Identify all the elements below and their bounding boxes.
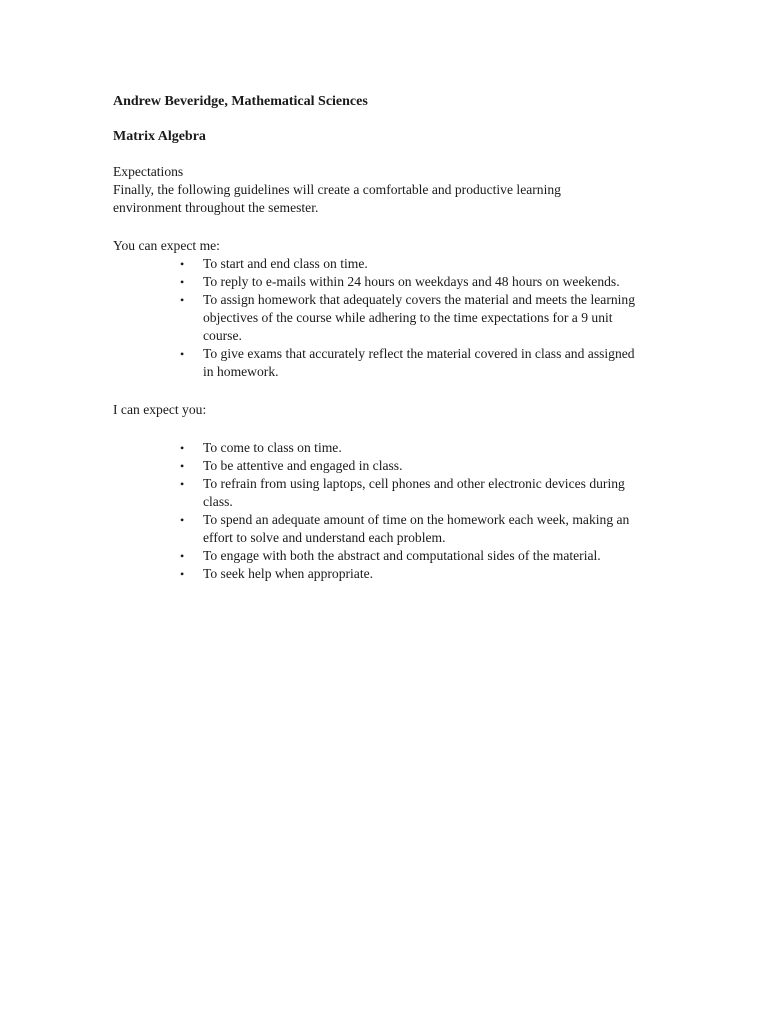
instructor-lead: You can expect me: — [113, 238, 220, 253]
section-label: Expectations — [113, 164, 184, 179]
bullet-icon: • — [180, 549, 185, 563]
list-item-text: To reply to e-mails within 24 hours on weekdays and 48 hours on weekends. — [203, 274, 620, 289]
bullet-icon: • — [180, 459, 185, 473]
list-item-text: To refrain from using laptops, cell phones and other electronic devices during class. — [203, 476, 625, 509]
list-item — [113, 291, 648, 345]
list-item — [113, 511, 648, 547]
list-item — [113, 255, 648, 273]
list-item — [113, 457, 648, 475]
list-item-text: To engage with both the abstract and computational sides of the material. — [203, 548, 601, 563]
list-item-text: To give exams that accurately reflect the material covered in class and assigned in homework. — [203, 346, 635, 379]
list-item-text: To seek help when appropriate. — [203, 566, 374, 581]
bullet-icon: • — [180, 567, 185, 581]
list-item — [113, 273, 648, 291]
bullet-icon: • — [180, 513, 185, 527]
bullet-icon: • — [180, 275, 185, 289]
intro-paragraph: Finally, the following guidelines will create a comfortable and productive learning environment throughout the semester. — [113, 182, 561, 215]
instructor-list — [113, 255, 673, 381]
list-item-text: To be attentive and engaged in class. — [203, 458, 403, 473]
list-item — [113, 345, 648, 381]
bullet-icon: • — [180, 257, 185, 271]
course-title: Matrix Algebra — [113, 129, 206, 144]
list-item-text: To come to class on time. — [203, 440, 342, 455]
bullet-icon: • — [180, 477, 185, 491]
bullet-icon: • — [180, 347, 185, 361]
bullet-icon: • — [180, 441, 185, 455]
student-list — [113, 439, 673, 583]
list-item — [113, 547, 648, 565]
list-item-text: To assign homework that adequately covers the material and meets the learning objectives of the course while adhering to the time expectations for a 9 unit course. — [203, 292, 636, 343]
list-item — [113, 439, 648, 457]
list-item-text: To start and end class on time. — [203, 256, 368, 271]
student-lead: I can expect you: — [113, 402, 207, 417]
list-item — [113, 565, 648, 583]
author-line: Andrew Beveridge, Mathematical Sciences — [113, 94, 368, 109]
list-item-text: To spend an adequate amount of time on the homework each week, making an effort to solve and understand each problem. — [203, 512, 630, 545]
list-item — [113, 475, 648, 511]
bullet-icon: • — [180, 293, 185, 307]
document-page — [113, 93, 673, 583]
